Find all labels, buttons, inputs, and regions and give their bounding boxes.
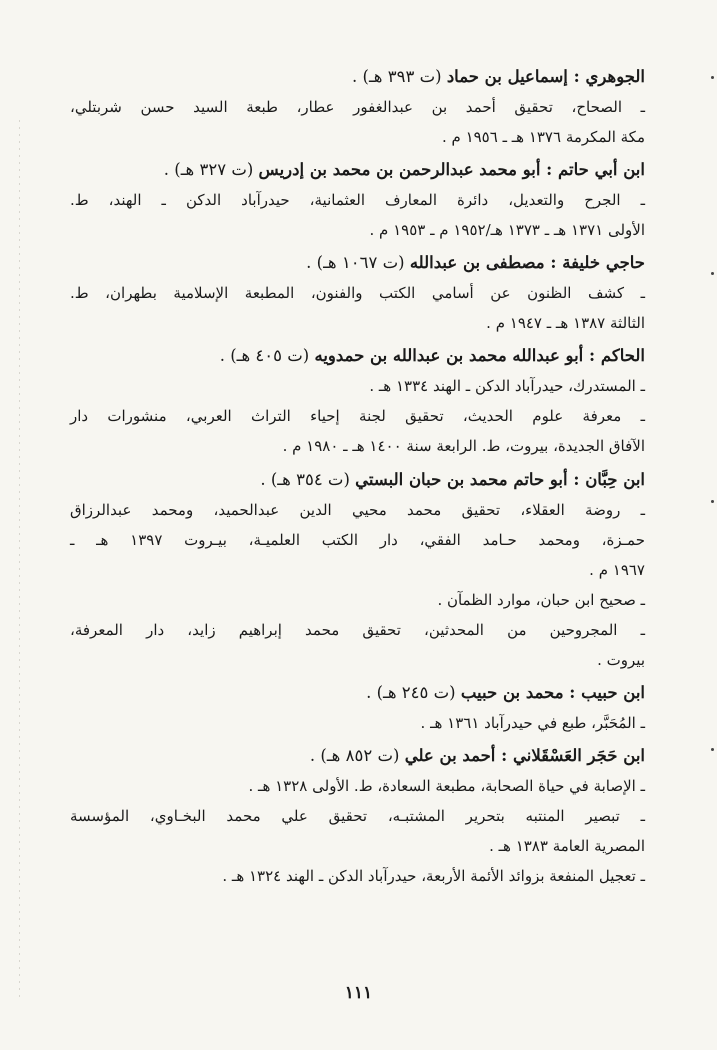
- page-edge-shadow: [19, 120, 20, 1000]
- author-full-name: مصطفى بن عبدالله: [409, 253, 545, 272]
- margin-mark: [711, 76, 714, 79]
- work-line: ـ الصحاح، تحقيق أحمد بن عبدالغفور عطار، طبعة السيد حسن شربتلي،: [70, 98, 645, 116]
- work-item: [70, 278, 645, 338]
- entry-heading: [70, 248, 645, 278]
- work-item: [70, 92, 645, 152]
- bibliography-entry: [70, 678, 645, 738]
- bibliography-entry: [70, 741, 645, 891]
- work-line-continuation: مكة المكرمة ١٣٧٦ هـ ـ ١٩٥٦ م .: [441, 128, 645, 146]
- entry-heading: [70, 155, 645, 185]
- work-item: [70, 861, 645, 891]
- heading-separator: :: [567, 67, 586, 86]
- margin-mark: [711, 272, 714, 275]
- heading-separator: :: [563, 683, 582, 702]
- page-number: ١١١: [344, 983, 373, 1003]
- author-full-name: أبو حاتم محمد بن حبان البستي: [355, 470, 568, 489]
- work-line: ـ روضة العقلاء، تحقيق محمد محيي الدين عبدالحميد، ومحمد عبدالرزاق: [70, 501, 645, 519]
- work-line: ـ كشف الظنون عن أسامي الكتب والفنون، المطبعة الإسلامية بطهران، ط.: [70, 284, 645, 302]
- work-line: ـ معرفة علوم الحديث، تحقيق لجنة إحياء التراث العربي، منشورات دار: [70, 407, 645, 425]
- death-date: (ت ٣٩٣ هـ) .: [352, 67, 442, 86]
- work-line: ـ تعجيل المنفعة بزوائد الأئمة الأربعة، حيدرآباد الدكن ـ الهند ١٣٢٤ هـ .: [222, 867, 645, 885]
- work-line: ـ تبصير المنتبه بتحرير المشتبـه، تحقيق علي محمد البخـاوي، المؤسسة: [70, 807, 645, 825]
- death-date: (ت ٤٠٥ هـ) .: [219, 346, 310, 365]
- author-name: ابن أبي حاتم: [558, 160, 645, 179]
- author-name: حاجي خليفة: [562, 253, 645, 272]
- bibliography-page: [70, 62, 645, 891]
- work-item: [70, 585, 645, 615]
- work-line-continuation: الأولى ١٣٧١ هـ ـ ١٣٧٣ هـ/١٩٥٢ م ـ ١٩٥٣ م .: [369, 221, 645, 239]
- death-date: (ت ٣٥٤ هـ) .: [260, 470, 350, 489]
- work-item: [70, 495, 645, 585]
- death-date: (ت ٢٤٥ هـ) .: [366, 683, 456, 702]
- author-full-name: محمد بن حبيب: [460, 683, 564, 702]
- bibliography-entry: [70, 465, 645, 675]
- work-line: ـ المُحَبَّر، طبع في حيدرآباد ١٣٦١ هـ .: [420, 714, 645, 732]
- work-line-continuation: بيروت .: [597, 651, 645, 669]
- work-line: ـ صحيح ابن حبان، موارد الظمآن .: [437, 591, 645, 609]
- entry-heading: [70, 465, 645, 495]
- author-name: ابن حَجَر العَسْقَلاني: [512, 746, 645, 765]
- author-full-name: أبو عبدالله محمد بن عبدالله بن حمدويه: [314, 346, 584, 365]
- author-name: الحاكم: [600, 346, 645, 365]
- author-name: ابن حِبَّان: [585, 470, 645, 489]
- work-line: ـ المستدرك، حيدرآباد الدكن ـ الهند ١٣٣٤ هـ .: [369, 377, 645, 395]
- author-full-name: أحمد بن علي: [404, 746, 496, 765]
- death-date: (ت ١٠٦٧ هـ) .: [306, 253, 405, 272]
- work-item: [70, 771, 645, 801]
- author-name: ابن حبيب: [581, 683, 645, 702]
- work-line-continuation: حمـزة، ومحمد حـامد الفقي، دار الكتب العلميـة، بيـروت ١٣٩٧ هـ ـ: [70, 531, 645, 549]
- work-item: [70, 371, 645, 401]
- entry-heading: [70, 62, 645, 92]
- entry-heading: [70, 741, 645, 771]
- heading-separator: :: [495, 746, 513, 765]
- work-item: [70, 401, 645, 461]
- death-date: (ت ٨٥٢ هـ) .: [309, 746, 400, 765]
- heading-separator: :: [540, 160, 559, 179]
- work-item: [70, 708, 645, 738]
- bibliography-entry: [70, 62, 645, 152]
- heading-separator: :: [583, 346, 601, 365]
- entry-heading: [70, 341, 645, 371]
- work-line-continuation: الآفاق الجديدة، بيروت، ط. الرابعة سنة ١٤٠٠ هـ ـ ١٩٨٠ م .: [282, 437, 645, 455]
- author-full-name: أبو محمد عبدالرحمن بن محمد بن إدريس: [258, 160, 541, 179]
- heading-separator: :: [544, 253, 563, 272]
- work-line-continuation: ١٩٦٧ م .: [589, 561, 645, 579]
- margin-mark: [711, 748, 714, 751]
- work-item: [70, 615, 645, 675]
- death-date: (ت ٣٢٧ هـ) .: [163, 160, 254, 179]
- bibliography-entry: [70, 248, 645, 338]
- entry-heading: [70, 678, 645, 708]
- work-line: ـ الإصابة في حياة الصحابة، مطبعة السعادة، ط. الأولى ١٣٢٨ هـ .: [248, 777, 645, 795]
- heading-separator: :: [567, 470, 586, 489]
- margin-mark: [711, 500, 714, 503]
- work-line: ـ المجروحين من المحدثين، تحقيق محمد إبراهيم زايد، دار المعرفة،: [70, 621, 645, 639]
- bibliography-entry: [70, 341, 645, 461]
- work-line-continuation: الثالثة ١٣٨٧ هـ ـ ١٩٤٧ م .: [486, 314, 645, 332]
- work-line-continuation: المصرية العامة ١٣٨٣ هـ .: [489, 837, 645, 855]
- work-item: [70, 801, 645, 861]
- bibliography-entry: [70, 155, 645, 245]
- author-name: الجوهري: [585, 67, 645, 86]
- work-item: [70, 185, 645, 245]
- author-full-name: إسماعيل بن حماد: [446, 67, 568, 86]
- work-line: ـ الجرح والتعديل، دائرة المعارف العثمانية، حيدرآباد الدكن ـ الهند، ط.: [70, 191, 645, 209]
